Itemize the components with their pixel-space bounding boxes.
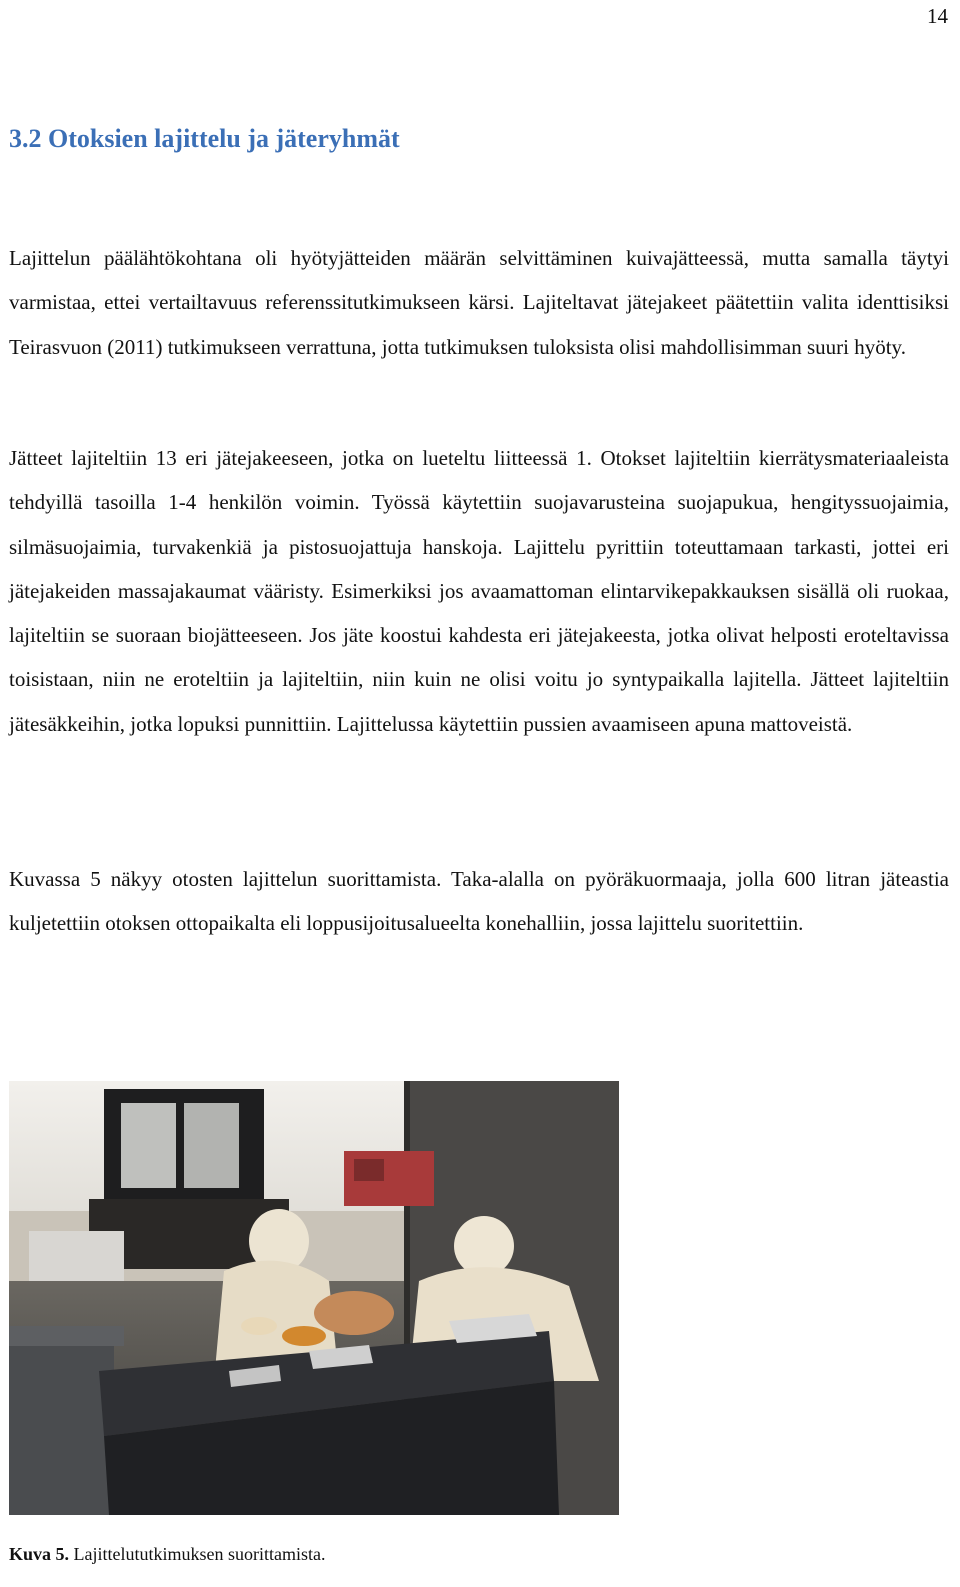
sorting-photo-illustration bbox=[9, 1081, 619, 1515]
paragraph-3: Kuvassa 5 näkyy otosten lajittelun suorittamista. Taka-alalla on pyöräkuormaaja, jolla 600 litran jäteastia kuljetettiin otoksen ottopaikalta eli loppusijoitusalueelta konehalliin, jossa lajittelu suoritettiin. bbox=[9, 867, 949, 936]
section-heading: 3.2 Otoksien lajittelu ja jäteryhmät bbox=[9, 124, 400, 153]
paragraph-2: Jätteet lajiteltiin 13 eri jätejakeeseen, jotka on lueteltu liitteessä 1. Otokset lajiteltiin kierrätysmateriaaleista tehdyillä tasoilla 1-4 henkilön voimin. Työssä käytettiin suojavarusteina suojapukua, hengityssuojaimia, silmäsuojaimia, turvakenkiä ja pistosuojattuja hanskoja. Lajittelu pyrittiin toteuttamaan tarkasti, jottei eri jätejakeiden massajakaumat vääristy. Esimerkiksi jos avaamattoman elintarvikepakkauksen sisällä oli ruokaa, lajiteltiin se suoraan biojätteeseen. Jos jäte koostui kahdesta eri jätejakeesta, jotka olivat helposti eroteltavissa toisistaan, niin ne eroteltiin ja lajiteltiin, niin kuin ne olisi voitu jo syntypaikalla lajitella. Jätteet lajiteltiin jätesäkkeihin, jotka lopuksi punnittiin. Lajittelussa käytettiin pussien avaamiseen apuna mattoveistä. bbox=[9, 446, 949, 736]
caption-text: Lajittelututkimuksen suorittamista. bbox=[69, 1544, 326, 1564]
paragraph-1: Lajittelun päälähtökohtana oli hyötyjätteiden määrän selvittäminen kuivajätteessä, mutta samalla täytyi varmistaa, ettei vertailtavuus referenssitutkimukseen kärsi. Lajiteltavat jätejakeet päätettiin valita identtisiksi Teirasvuon (2011) tutkimukseen verrattuna, jotta tutkimuksen tuloksista olisi mahdollisimman suuri hyöty. bbox=[9, 246, 949, 359]
figure-caption bbox=[9, 1544, 325, 1565]
caption-label: Kuva 5. bbox=[9, 1544, 70, 1564]
figure-photo bbox=[9, 1081, 619, 1515]
page-number: 14 bbox=[927, 4, 948, 28]
